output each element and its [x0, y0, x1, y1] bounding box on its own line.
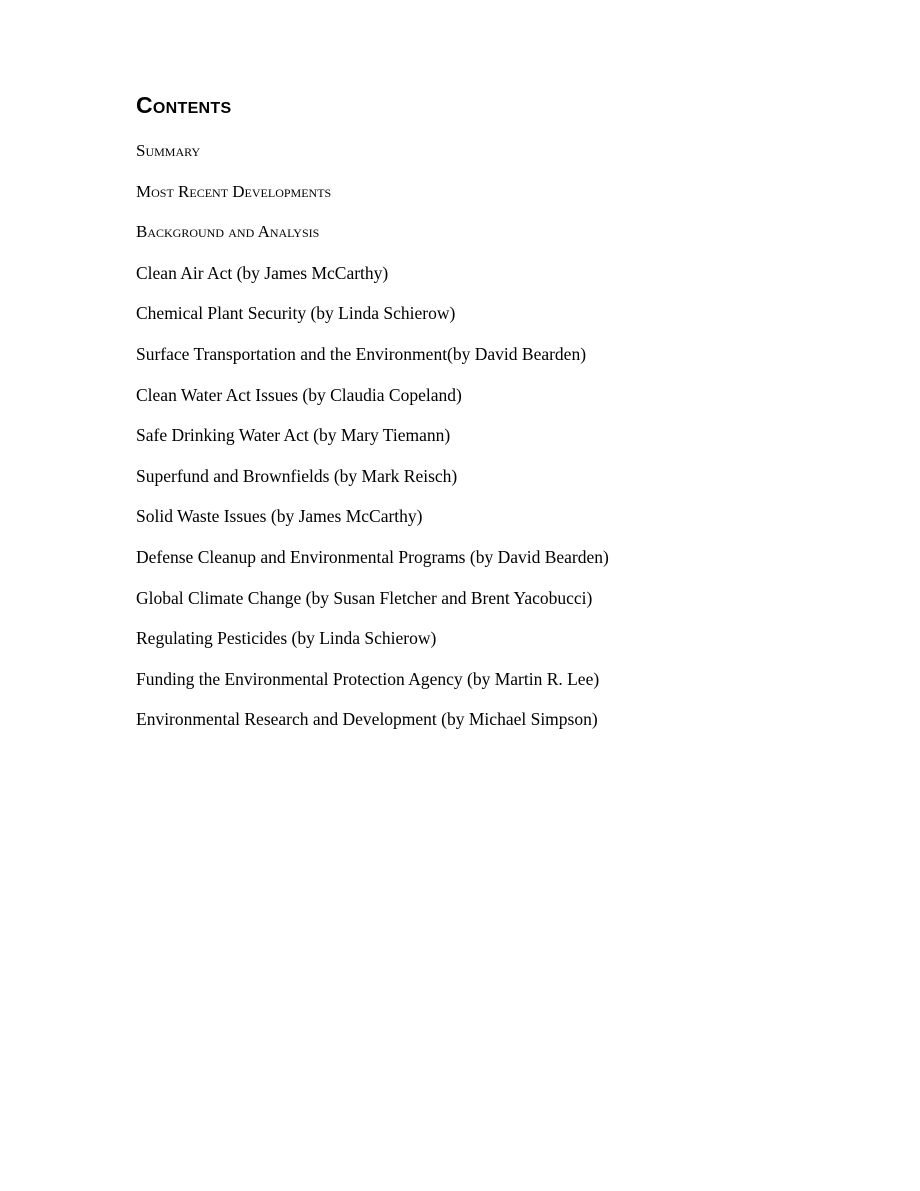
- toc-entry-most-recent-developments: Most Recent Developments: [136, 181, 332, 201]
- contents-heading: Contents: [136, 92, 232, 118]
- toc-entry-regulating-pesticides: Regulating Pesticides (by Linda Schierow): [136, 628, 437, 649]
- toc-entry-defense-cleanup: Defense Cleanup and Environmental Programs (by David Bearden): [136, 546, 609, 567]
- toc-entry-global-climate-change: Global Climate Change (by Susan Fletcher and Brent Yacobucci): [136, 587, 593, 608]
- toc-entry-clean-air-act: Clean Air Act (by James McCarthy): [136, 262, 389, 283]
- table-of-contents: [136, 139, 609, 748]
- toc-entry-clean-water-act: Clean Water Act Issues (by Claudia Copeland): [136, 384, 462, 405]
- toc-entry-chemical-plant-security: Chemical Plant Security (by Linda Schierow): [136, 303, 456, 324]
- toc-entry-solid-waste-issues: Solid Waste Issues (by James McCarthy): [136, 506, 423, 527]
- toc-entry-funding-epa: Funding the Environmental Protection Agency (by Martin R. Lee): [136, 668, 600, 689]
- toc-entry-surface-transportation: Surface Transportation and the Environment(by David Bearden): [136, 343, 587, 364]
- toc-entry-superfund-and-brownfields: Superfund and Brownfields (by Mark Reisch): [136, 465, 458, 486]
- toc-entry-environmental-research: Environmental Research and Development (by Michael Simpson): [136, 709, 598, 730]
- toc-entry-safe-drinking-water-act: Safe Drinking Water Act (by Mary Tiemann): [136, 425, 451, 446]
- toc-entry-background-and-analysis: Background and Analysis: [136, 222, 320, 242]
- toc-entry-summary: Summary: [136, 141, 201, 160]
